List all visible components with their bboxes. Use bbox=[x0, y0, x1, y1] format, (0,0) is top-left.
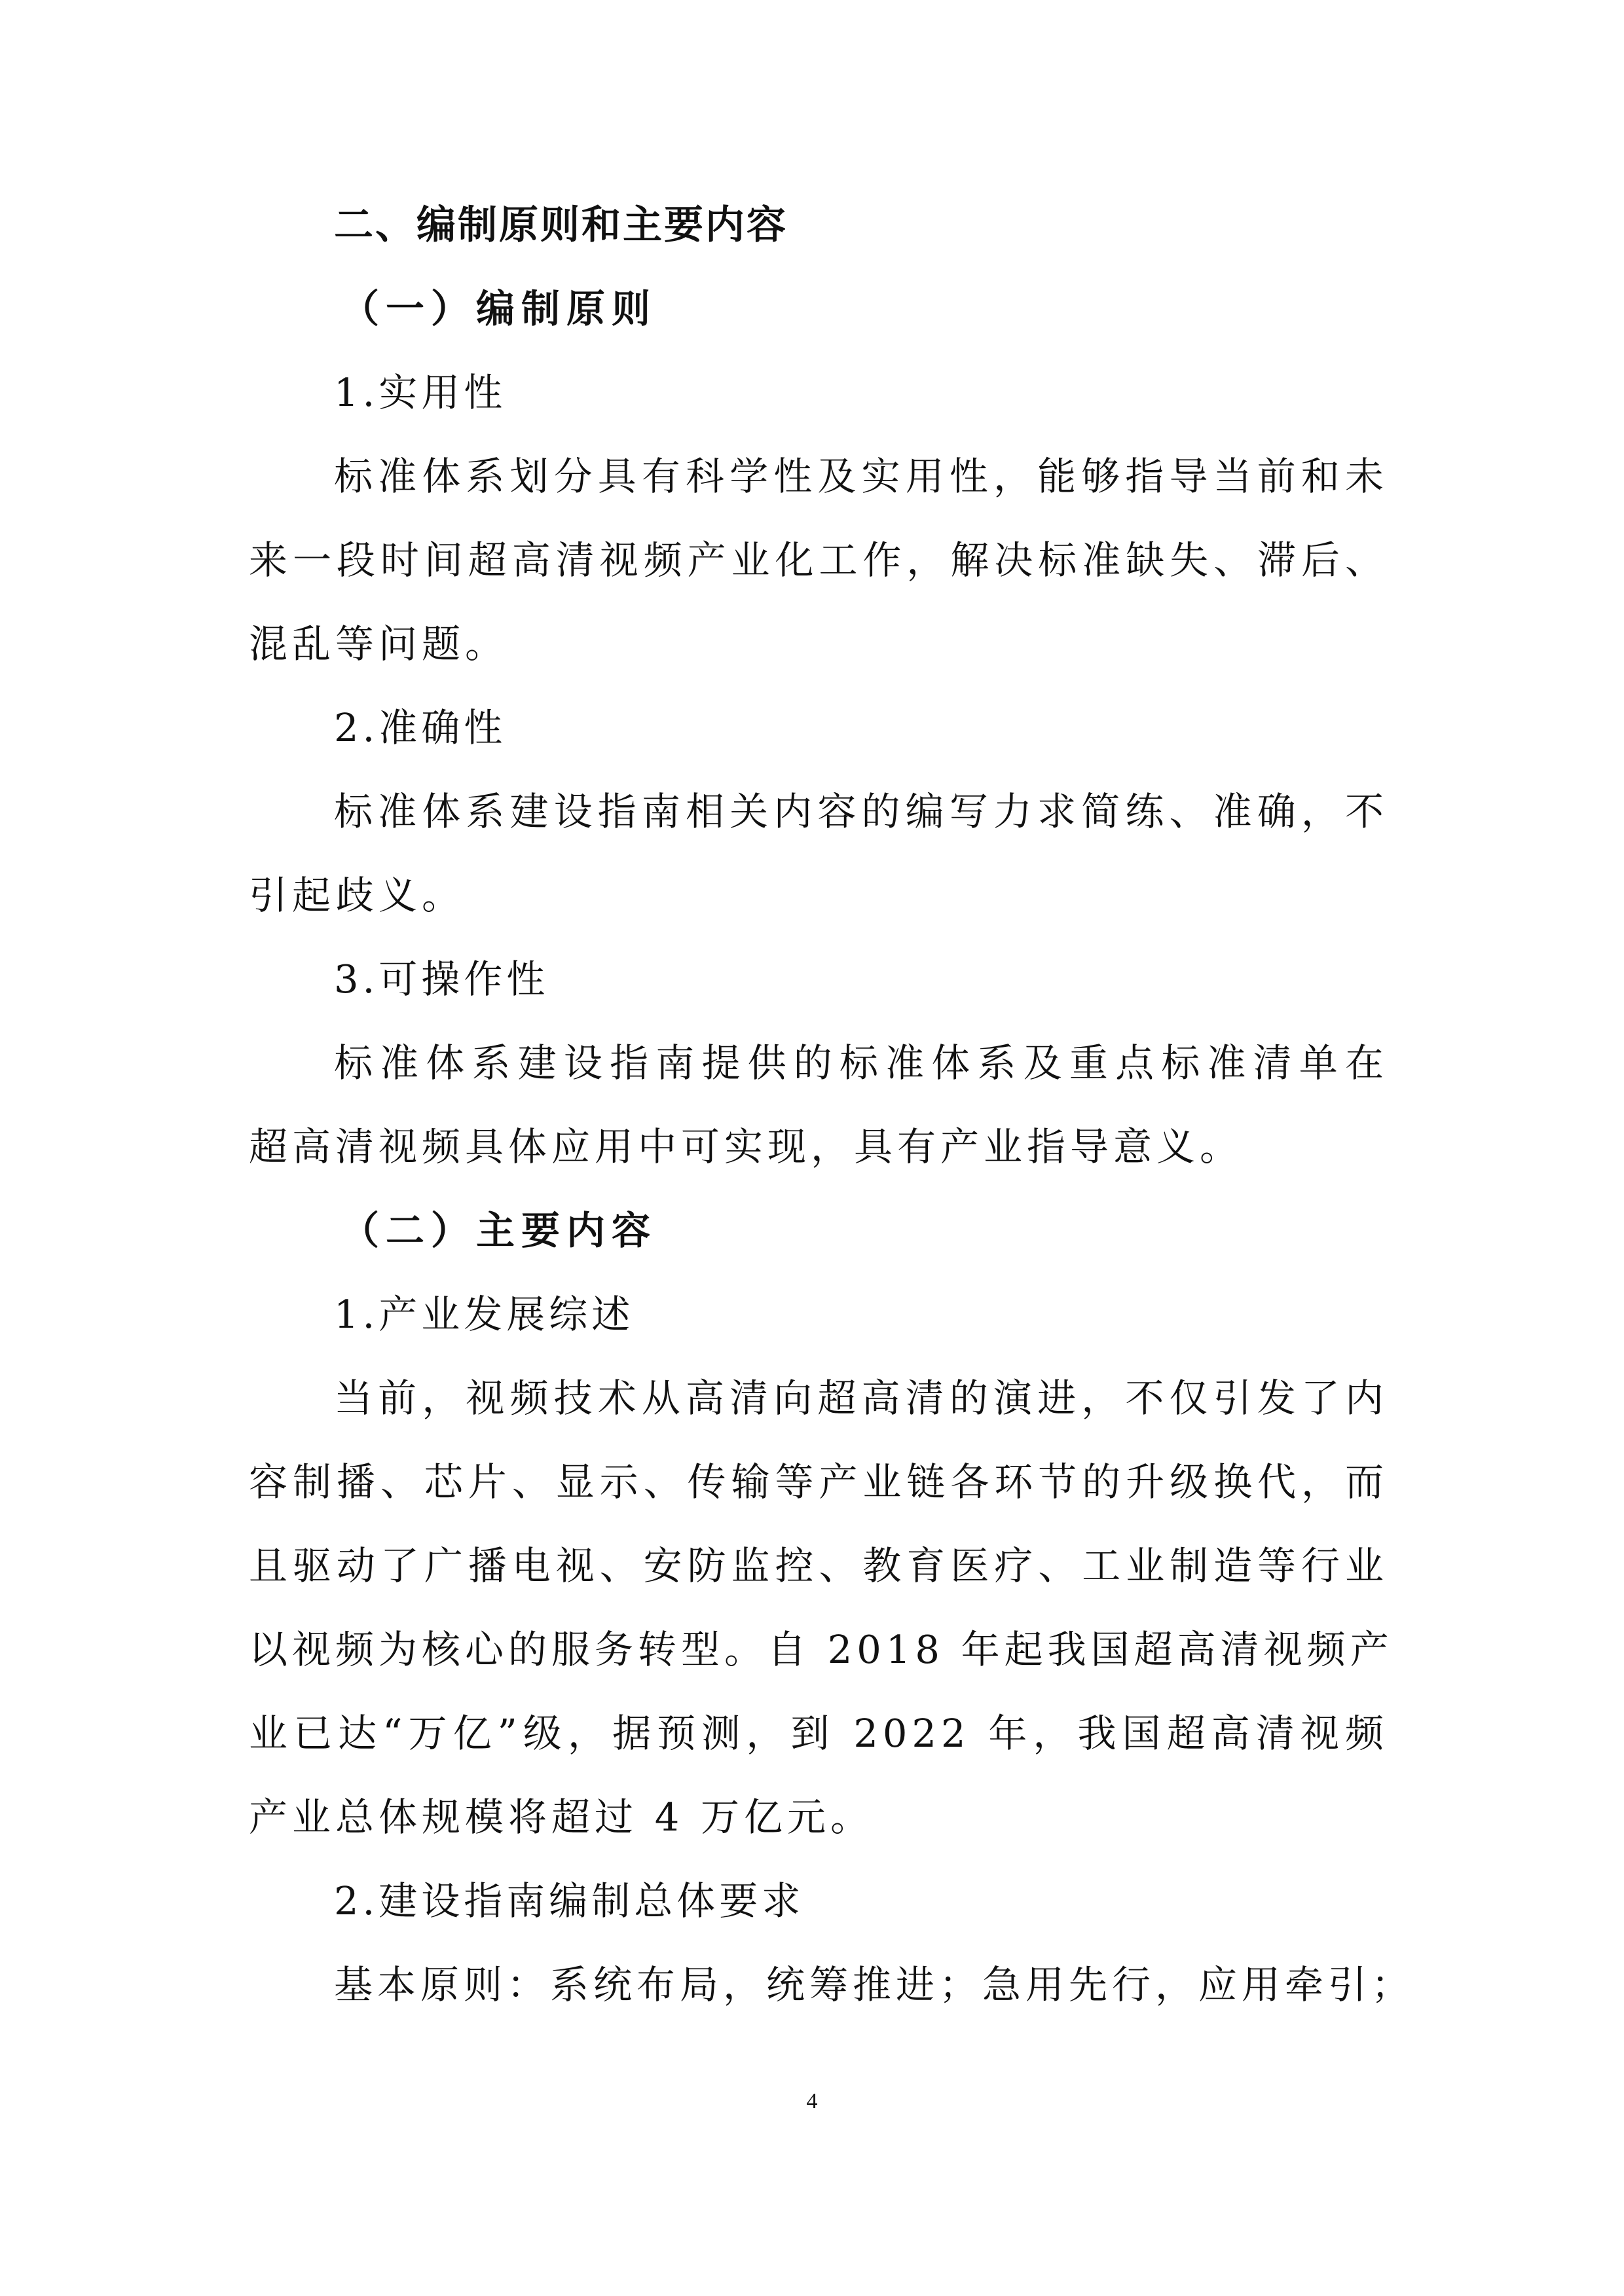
main-heading: 二、编制原则和主要内容 bbox=[334, 202, 788, 248]
paragraph-line: 业已达“万亿”级，据预测，到 2022 年，我国超高清视频 bbox=[249, 1711, 1388, 1756]
paragraph-line: 基本原则：系统布局，统筹推进；急用先行，应用牵引； bbox=[334, 1962, 1415, 2007]
section-heading-principles: （一）编制原则 bbox=[341, 286, 657, 331]
paragraph-line: 混乱等问题。 bbox=[249, 621, 509, 666]
paragraph-line: 超高清视频具体应用中可实现，具有产业指导意义。 bbox=[249, 1124, 1244, 1169]
paragraph-line: 标准体系建设指南提供的标准体系及重点标准清单在 bbox=[334, 1040, 1388, 1085]
paragraph-line: 且驱动了广播电视、安防监控、教育医疗、工业制造等行业 bbox=[249, 1543, 1388, 1588]
paragraph-line: 引起歧义。 bbox=[249, 873, 466, 918]
subheading-operability: 3.可操作性 bbox=[334, 957, 549, 1002]
paragraph-line: 当前，视频技术从高清向超高清的演进，不仅引发了内 bbox=[334, 1376, 1388, 1421]
paragraph-line: 容制播、芯片、显示、传输等产业链各环节的升级换代，而 bbox=[249, 1459, 1388, 1504]
subheading-industry-overview: 1.产业发展综述 bbox=[334, 1292, 635, 1337]
paragraph-line: 标准体系划分具有科学性及实用性，能够指导当前和未 bbox=[334, 454, 1388, 499]
paragraph-line: 来一段时间超高清视频产业化工作，解决标准缺失、滞后、 bbox=[249, 538, 1388, 583]
page-number: 4 bbox=[806, 2089, 818, 2113]
subheading-overall-requirements: 2.建设指南编制总体要求 bbox=[334, 1878, 805, 1923]
section-heading-main-content: （二）主要内容 bbox=[341, 1208, 657, 1253]
paragraph-line: 标准体系建设指南相关内容的编写力求简练、准确，不 bbox=[334, 789, 1388, 834]
subheading-accuracy: 2.准确性 bbox=[334, 705, 507, 750]
paragraph-line: 以视频为核心的服务转型。自 2018 年起我国超高清视频产 bbox=[249, 1627, 1393, 1672]
paragraph-line: 产业总体规模将超过 4 万亿元。 bbox=[249, 1795, 874, 1840]
subheading-practicality: 1.实用性 bbox=[334, 370, 507, 415]
